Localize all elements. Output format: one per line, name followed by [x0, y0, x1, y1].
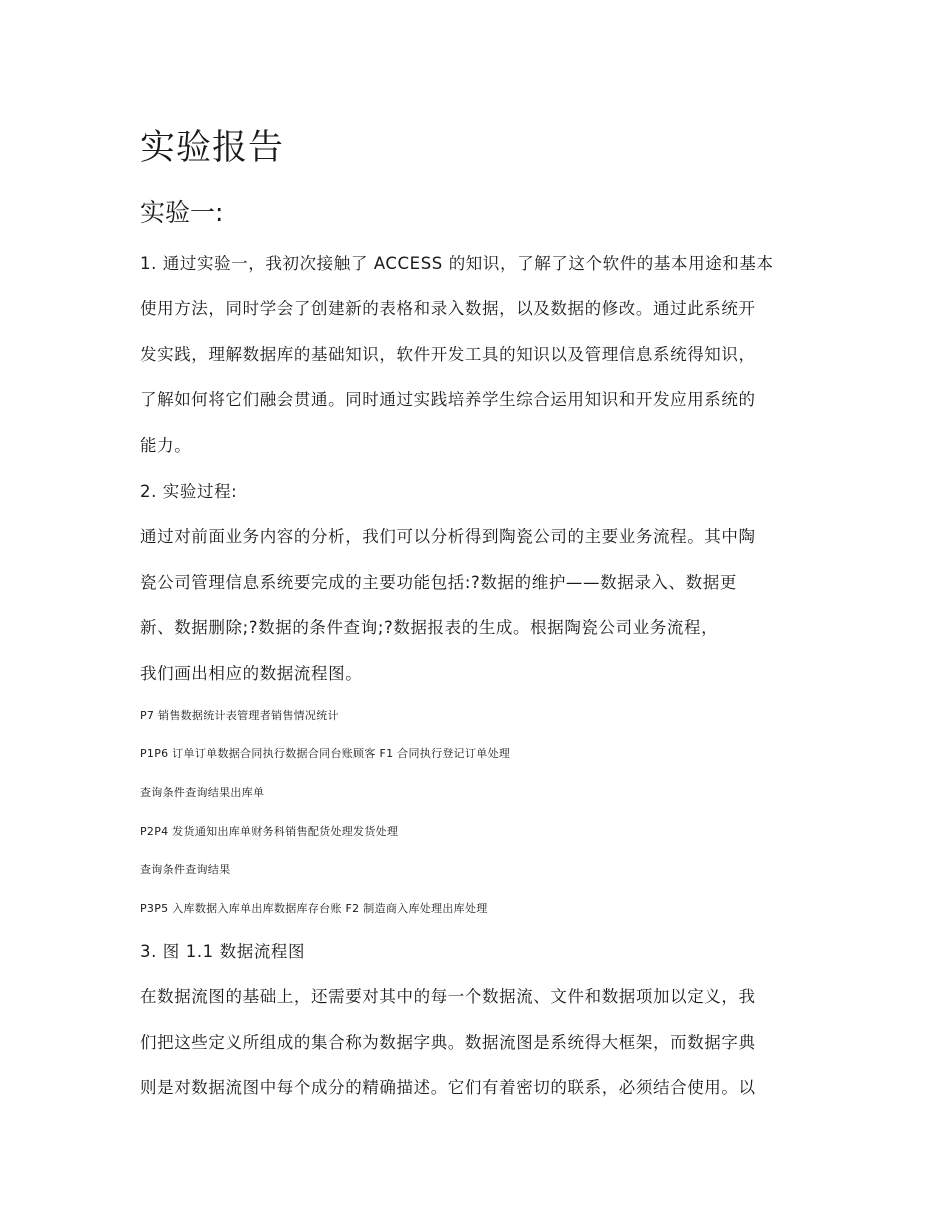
paragraph-line: 则是对数据流图中每个成分的精确描述。它们有着密切的联系，必须结合使用。以: [140, 1078, 756, 1097]
diagram-label: 查询条件查询结果: [140, 863, 231, 876]
diagram-label: P1P6 订单订单数据合同执行数据合同台账顾客 F1 合同执行登记订单处理: [140, 747, 511, 760]
paragraph-line: 通过对前面业务内容的分析，我们可以分析得到陶瓷公司的主要业务流程。其中陶: [140, 527, 756, 546]
paragraph-line: 发实践，理解数据库的基础知识，软件开发工具的知识以及管理信息系统得知识，: [140, 345, 756, 364]
paragraph-line: 我们画出相应的数据流程图。: [140, 664, 363, 683]
paragraph-line: 们把这些定义所组成的集合称为数据字典。数据流图是系统得大框架，而数据字典: [140, 1033, 756, 1052]
diagram-label: P2P4 发货通知出库单财务科销售配货处理发货处理: [140, 825, 399, 838]
paragraph-line: 能力。: [140, 436, 192, 455]
section-subtitle: 实验一:: [140, 198, 224, 227]
document-title: 实验报告: [140, 128, 285, 168]
paragraph-line: 1. 通过实验一，我初次接触了 ACCESS 的知识，了解了这个软件的基本用途和基本: [140, 254, 774, 273]
paragraph-line: 在数据流图的基础上，还需要对其中的每一个数据流、文件和数据项加以定义，我: [140, 987, 756, 1006]
paragraph-line: 瓷公司管理信息系统要完成的主要功能包括:?数据的维护——数据录入、数据更: [140, 573, 737, 592]
figure-caption: 3. 图 1.1 数据流程图: [140, 942, 306, 961]
diagram-label: P3P5 入库数据入库单出库数据库存台账 F2 制造商入库处理出库处理: [140, 902, 488, 915]
section-heading: 2. 实验过程:: [140, 482, 238, 501]
diagram-label: P7 销售数据统计表管理者销售情况统计: [140, 709, 339, 722]
paragraph-line: 新、数据删除;?数据的条件查询;?数据报表的生成。根据陶瓷公司业务流程，: [140, 618, 719, 637]
diagram-label: 查询条件查询结果出库单: [140, 786, 265, 799]
paragraph-line: 了解如何将它们融会贯通。同时通过实践培养学生综合运用知识和开发应用系统的: [140, 390, 756, 409]
paragraph-line: 使用方法，同时学会了创建新的表格和录入数据，以及数据的修改。通过此系统开: [140, 299, 756, 318]
